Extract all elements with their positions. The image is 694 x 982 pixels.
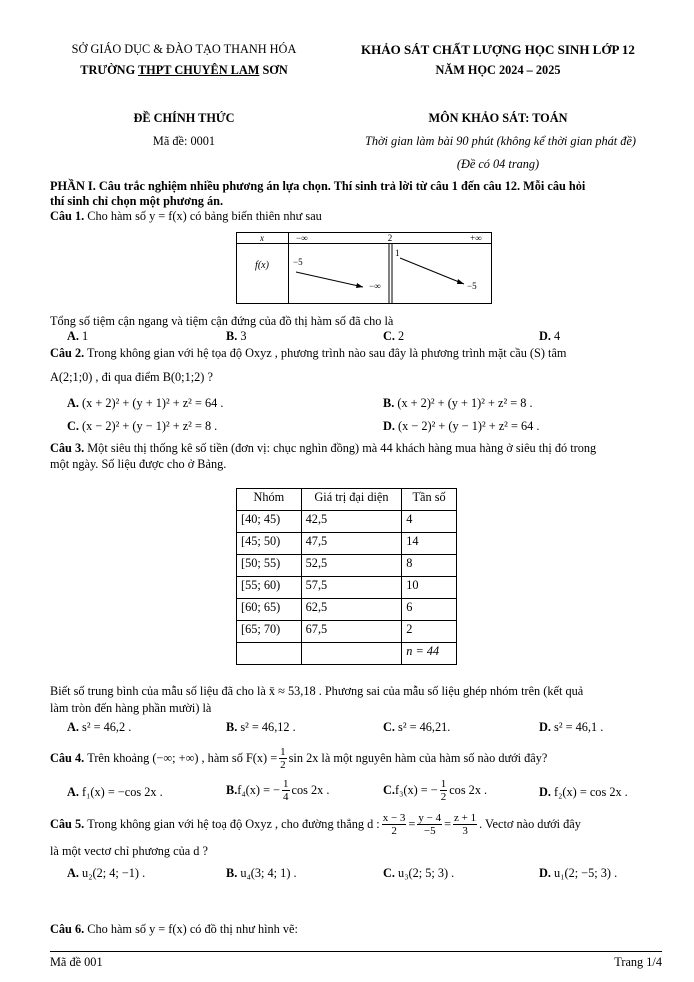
q5-option-b[interactable]: B. u₄(3; 4; 1) . (226, 866, 297, 880)
q5-stem: Câu 5. Trong không gian với hệ toạ độ Oxyz , cho đường thẳng d : $\frac{x - 3}{2}$ = $\frac{y - 4}{-5}$ = $\frac{z + 1}{3}$ . Vectơ nào dưới đây (50, 812, 581, 837)
table-cell: 14 (402, 533, 457, 555)
table-header-row (237, 489, 457, 511)
table-cell: [55; 60) (237, 577, 302, 599)
table-cell: 67,5 (301, 621, 402, 643)
q1-option-d[interactable]: D. 4 (539, 329, 561, 343)
q5-option-d[interactable]: D. u₁(2; −5; 3) . (539, 866, 618, 880)
q4-b-fraction: $\frac{1}{4}$ (283, 778, 289, 803)
table-cell: [60; 65) (237, 599, 302, 621)
q2-stem-2: A(2;1;0) , đi qua điểm B(0;1;2) ? (50, 370, 213, 384)
q3-option-d[interactable]: D. s² = 46,1 . (539, 720, 604, 734)
table-cell: [50; 55) (237, 555, 302, 577)
q4-c-fraction: $\frac{1}{2}$ (440, 778, 447, 803)
q2-stem: Câu 2. Trong không gian với hệ tọa độ Oxyz , phương trình nào sau đây là phương trình mặt cầu (S) tâm (50, 346, 567, 360)
footer-code: Mã đề 001 (50, 955, 103, 969)
table-cell: [40; 45) (237, 511, 302, 533)
q3-after-2: làm tròn đến hàng phần mười) là (50, 701, 212, 715)
q1-option-a[interactable]: A. 1 (67, 329, 89, 343)
col-group: Nhóm (237, 489, 302, 511)
q3-option-a[interactable]: A. s² = 46,2 . (67, 720, 132, 734)
table-cell: 62,5 (301, 599, 402, 621)
q2-option-c[interactable]: C. (x − 2)² + (y − 1)² + z² = 8 . (67, 419, 218, 433)
footer-page: Trang 1/4 (614, 955, 662, 969)
table-row (237, 577, 457, 599)
table-row (237, 599, 457, 621)
table-total-row (237, 643, 457, 665)
q2-option-a[interactable]: A. (x + 2)² + (y + 1)² + z² = 64 . (67, 396, 224, 410)
q4-option-c[interactable]: C. f₃(x) = − $\frac{1}{2}$ cos 2x . (383, 778, 488, 803)
q5-fraction-y: $\frac{y - 4}{-5}$ (418, 812, 442, 837)
page-count: (Đề có 04 trang) (456, 157, 540, 171)
q5-stem-2: là một vectơ chỉ phương của d ? (50, 844, 208, 858)
table-cell: 57,5 (301, 577, 402, 599)
table-row (237, 511, 457, 533)
table-cell: 52,5 (301, 555, 402, 577)
var-f-minus-inf: −∞ (369, 281, 381, 291)
subject-title: MÔN KHẢO SÁT: TOÁN (428, 111, 568, 125)
exam-title: KHẢO SÁT CHẤT LƯỢNG HỌC SINH LỚP 12 (361, 42, 635, 57)
var-x-plus-inf: +∞ (470, 233, 482, 243)
table-row (237, 621, 457, 643)
q6-stem: Câu 6. Cho hàm số y = f(x) có đồ thị như hình vẽ: (50, 922, 298, 936)
table-cell: [45; 50) (237, 533, 302, 555)
table-cell (237, 643, 302, 665)
q2-option-d[interactable]: D. (x − 2)² + (y − 1)² + z² = 64 . (383, 419, 540, 433)
q4-option-a[interactable]: A. f₁(x) = −cos 2x . (67, 785, 163, 799)
school-year: NĂM HỌC 2024 – 2025 (435, 63, 561, 77)
var-f-minus5-right: −5 (467, 281, 477, 291)
var-f-minus5-left: −5 (293, 257, 303, 267)
q1-option-c[interactable]: C. 2 (383, 329, 405, 343)
table-cell: 47,5 (301, 533, 402, 555)
part1-heading-2: thí sinh chỉ chọn một phương án. (50, 194, 224, 208)
var-x-label: x (260, 233, 264, 243)
exam-time: Thời gian làm bài 90 phút (không kể thời gian phát đề) (365, 134, 636, 148)
q5-fraction-z: $\frac{z + 1}{3}$ (454, 812, 477, 837)
part1-heading: PHẦN I. Câu trắc nghiệm nhiều phương án lựa chọn. Thí sinh trả lời từ câu 1 đến câu 12. Mỗi câu hỏi (50, 179, 586, 193)
var-x-minus-inf: −∞ (296, 233, 308, 243)
col-frequency: Tần số (402, 489, 457, 511)
q1-variation-table (236, 232, 492, 304)
school-name: TRƯỜNG THPT CHUYÊN LAM SƠN (80, 63, 288, 77)
table-cell: 2 (402, 621, 457, 643)
q5-fraction-x: $\frac{x - 3}{2}$ (382, 812, 406, 837)
q1-question: Tổng số tiệm cận ngang và tiệm cận đứng của đồ thị hàm số đã cho là (50, 314, 394, 328)
q1-option-b[interactable]: B. 3 (226, 329, 247, 343)
var-x-two: 2 (387, 233, 393, 243)
q3-stem: Câu 3. Một siêu thị thống kê số tiền (đơn vị: chục nghìn đồng) mà 44 khách hàng mua hàng ở siêu thị đó trong (50, 441, 597, 455)
var-f-one: 1 (395, 248, 400, 258)
q3-option-c[interactable]: C. s² = 46,21. (383, 720, 451, 734)
q4-fraction: $\frac{1}{2}$ (280, 746, 286, 771)
q3-option-b[interactable]: B. s² = 46,12 . (226, 720, 296, 734)
q5-option-c[interactable]: C. u₃(2; 5; 3) . (383, 866, 455, 880)
q3-after: Biết số trung bình của mẫu số liệu đã cho là x̄ ≈ 53,18 . Phương sai của mẫu số liệu ghép nhóm trên (kết quả (50, 684, 584, 698)
table-cell: 8 (402, 555, 457, 577)
q4-stem: Câu 4. Trên khoảng (−∞; +∞) , hàm số F(x) = $\frac{1}{2}$ sin 2x là một nguyên hàm của hàm số nào dưới đây? (50, 746, 548, 771)
var-f-label: f(x) (255, 260, 269, 271)
table-row (237, 533, 457, 555)
footer-divider (50, 951, 662, 952)
official-label: ĐỀ CHÍNH THỨC (133, 111, 235, 125)
col-value: Giá trị đại diện (301, 489, 402, 511)
q3-frequency-table (236, 488, 457, 665)
q4-option-b[interactable]: B. f₄(x) = − $\frac{1}{4}$ cos 2x . (226, 778, 330, 803)
table-cell (301, 643, 402, 665)
q2-option-b[interactable]: B. (x + 2)² + (y + 1)² + z² = 8 . (383, 396, 533, 410)
exam-code: Mã đề: 0001 (152, 134, 216, 148)
q4-option-d[interactable]: D. f₂(x) = cos 2x . (539, 785, 628, 799)
table-cell: 4 (402, 511, 457, 533)
table-cell: 10 (402, 577, 457, 599)
q1-stem: Câu 1. Cho hàm số y = f(x) có bảng biến thiên như sau (50, 209, 322, 223)
q3-stem-2: một ngày. Số liệu được cho ở Bảng. (50, 457, 227, 471)
department-name: SỞ GIÁO DỤC & ĐÀO TẠO THANH HÓA (71, 42, 297, 56)
table-cell: 42,5 (301, 511, 402, 533)
table-cell: 6 (402, 599, 457, 621)
table-cell: [65; 70) (237, 621, 302, 643)
table-row (237, 555, 457, 577)
total-cell: n = 44 (402, 643, 457, 665)
q5-option-a[interactable]: A. u₂(2; 4; −1) . (67, 866, 146, 880)
